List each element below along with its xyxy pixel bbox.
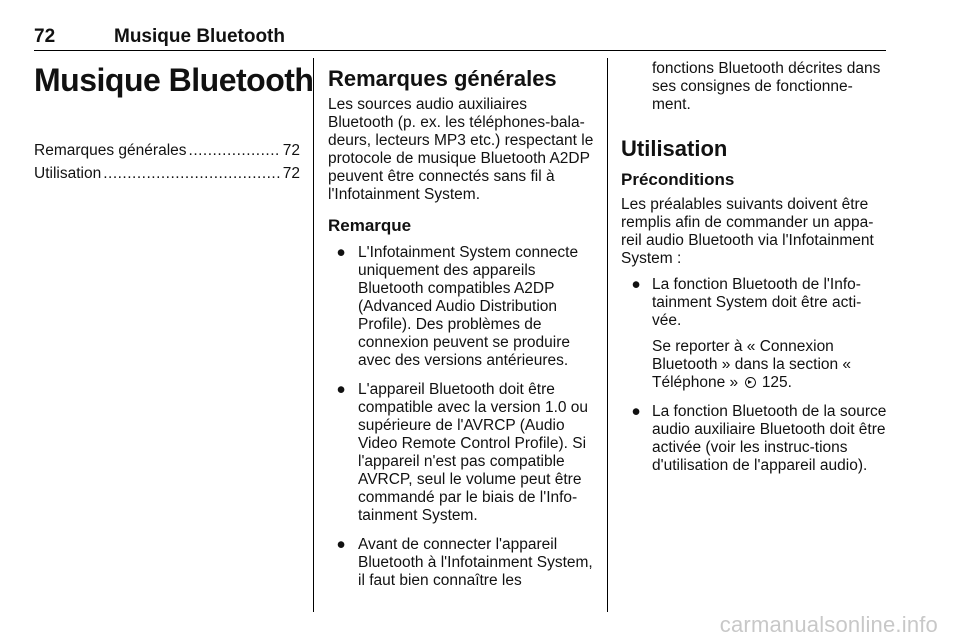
- toc-leader-dots: [189, 139, 281, 162]
- column-1: [34, 60, 314, 185]
- toc-entry-remarques[interactable]: [34, 139, 300, 162]
- cross-reference[interactable]: [652, 338, 887, 392]
- subsection-title-prereq: Préconditions: [621, 170, 735, 189]
- condition-text: La fonction Bluetooth de la source audio auxiliaire Bluetooth doit être activée (voir les instruc-tions d'utilisation de l'appareil audio).: [652, 403, 887, 474]
- column-3: [621, 60, 887, 486]
- bullet-icon: ●: [336, 244, 346, 261]
- toc-entry-label: Remarques générales: [34, 142, 187, 159]
- note-heading: Remarque: [328, 216, 412, 235]
- cross-reference-text: Se reporter à « Connexion Bluetooth » dans la section « Téléphone »: [652, 338, 852, 391]
- toc-leader-dots: [103, 162, 281, 185]
- note-text: L'Infotainment System connecte uniquement des appareils Bluetooth compatibles A2DP (Advanced Audio Distribution Profile). Des problèmes de connexion peuvent se produire avec des versions antérieures.: [358, 244, 579, 369]
- watermark: carmanualsonline.info: [719, 612, 938, 637]
- note-text: Avant de connecter l'appareil Bluetooth à l'Infotainment System, il faut bien connaître les: [358, 536, 593, 589]
- bullet-icon: ●: [336, 381, 346, 398]
- section-title-usage: Utilisation: [621, 136, 728, 161]
- column-2: [328, 60, 596, 601]
- toc-entry-utilisation[interactable]: [34, 162, 300, 185]
- prereq-intro: Les préalables suivants doivent être remplis afin de commander un appa-reil audio Bluetooth via l'Infotainment System :: [621, 196, 874, 267]
- list-item: [621, 403, 887, 475]
- bullet-icon: ●: [631, 403, 641, 420]
- page-header: [34, 26, 886, 48]
- page-number: 72: [34, 26, 56, 47]
- toc-entry-label: Utilisation: [34, 165, 102, 182]
- list-item: [328, 536, 596, 590]
- column-divider-1: [313, 58, 314, 612]
- column-divider-2: [607, 58, 608, 612]
- bullet-icon: ●: [631, 276, 641, 293]
- condition-list: [621, 276, 887, 475]
- general-paragraph: Les sources audio auxiliaires Bluetooth (p. ex. les téléphones-bala-deurs, lecteurs MP3 etc.) respectant le protocole de musique Bluetooth A2DP peuvent être connectés sans fil à l'Infotainment System.: [328, 96, 594, 203]
- header-rule: [34, 50, 886, 51]
- condition-text: La fonction Bluetooth de l'Info-tainment System doit être acti-vée.: [652, 276, 862, 329]
- note-text: L'appareil Bluetooth doit être compatible avec la version 1.0 ou supérieure de l'AVRCP (Audio Video Remote Control Profile). Si l'appareil n'est pas compatible AVRCP, seul le volume peut être commandé par le biais de l'Info-tainment System.: [358, 381, 589, 524]
- toc-entry-page: 72: [282, 165, 300, 182]
- bullet-icon: ●: [336, 536, 346, 553]
- note-continuation: fonctions Bluetooth décrites dans ses consignes de fonctionne-ment.: [652, 60, 881, 113]
- section-title-general: Remarques générales: [328, 66, 557, 91]
- list-item: [328, 381, 596, 525]
- list-item: [621, 276, 887, 392]
- note-list: [328, 244, 596, 590]
- running-title: Musique Bluetooth: [114, 26, 285, 47]
- list-item: [328, 244, 596, 370]
- table-of-contents: [34, 139, 300, 185]
- page-reference-arrow-icon: [745, 377, 756, 388]
- chapter-title: Musique Bluetooth: [34, 62, 314, 98]
- toc-entry-page: 72: [282, 142, 300, 159]
- cross-reference-page: 125.: [761, 374, 792, 391]
